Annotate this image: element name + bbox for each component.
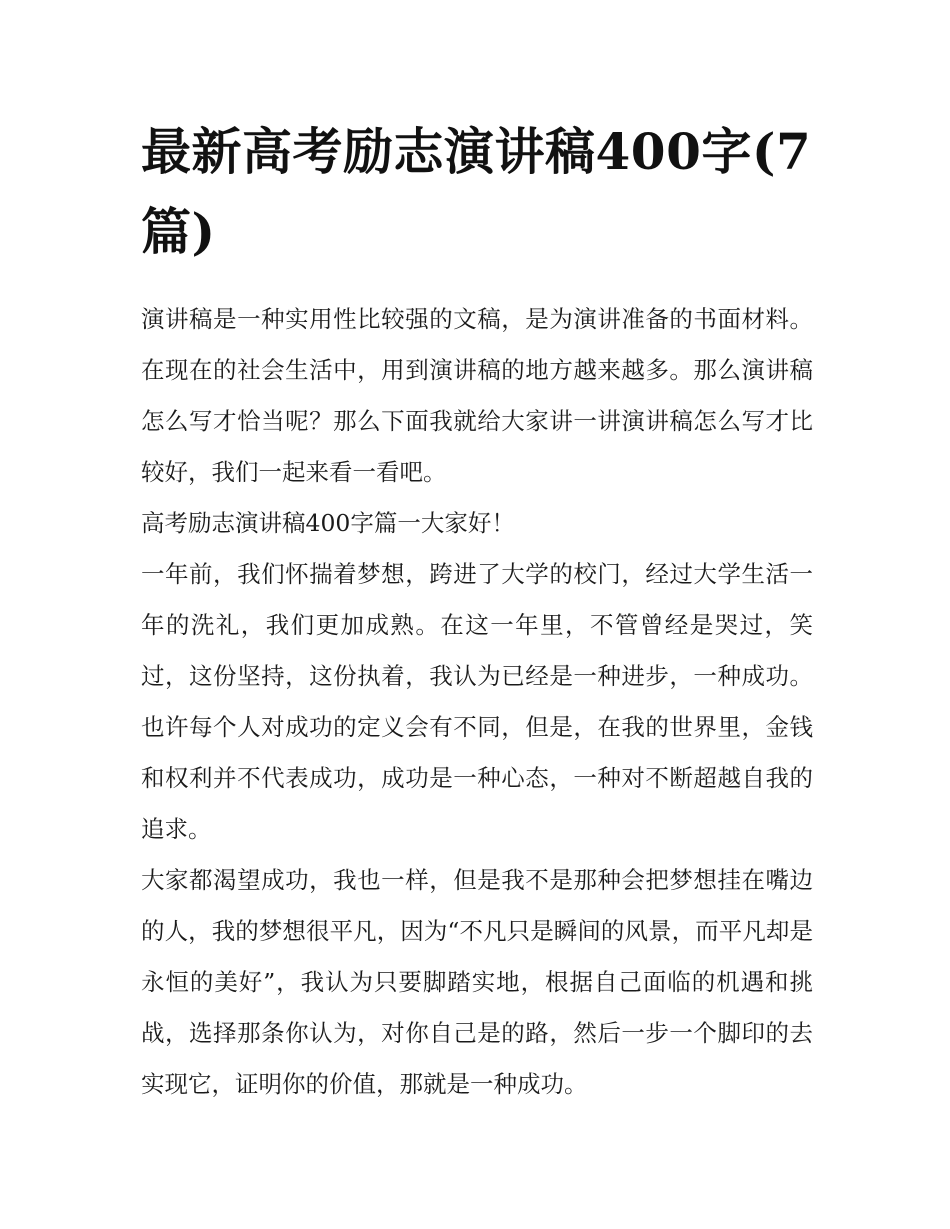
document-body xyxy=(141,294,813,1110)
document-title: 最新高考励志演讲稿400字(7篇) xyxy=(141,122,812,261)
document-page xyxy=(141,112,813,1110)
paragraph-body-1: 一年前，我们怀揣着梦想，跨进了大学的校门，经过大学生活一年的洗礼，我们更加成熟。在这一年里，不管曾经是哭过，笑过，这份坚持，这份执着，我认为已经是一种进步，一种成功。也许每个人对成功的定义会有不同，但是，在我的世界里，金钱和权利并不代表成功，成功是一种心态，一种对不断超越自我的追求。 xyxy=(141,560,813,843)
paragraph-body-2: 大家都渴望成功，我也一样，但是我不是那种会把梦想挂在嘴边的人，我的梦想很平凡，因为“不凡只是瞬间的风景，而平凡却是永恒的美好”，我认为只要脚踏实地，根据自己面临的机遇和挑战，选择那条你认为，对你自己是的路，然后一步一个脚印的去实现它，证明你的价值，那就是一种成功。 xyxy=(141,866,813,1098)
paragraph-intro: 演讲稿是一种实用性比较强的文稿，是为演讲准备的书面材料。在现在的社会生活中，用到演讲稿的地方越来越多。那么演讲稿怎么写才恰当呢？那么下面我就给大家讲一讲演讲稿怎么写才比较好，我们一起来看一看吧。 xyxy=(141,305,813,486)
paragraph-section-heading: 高考励志演讲稿400字篇一大家好！ xyxy=(141,509,515,537)
